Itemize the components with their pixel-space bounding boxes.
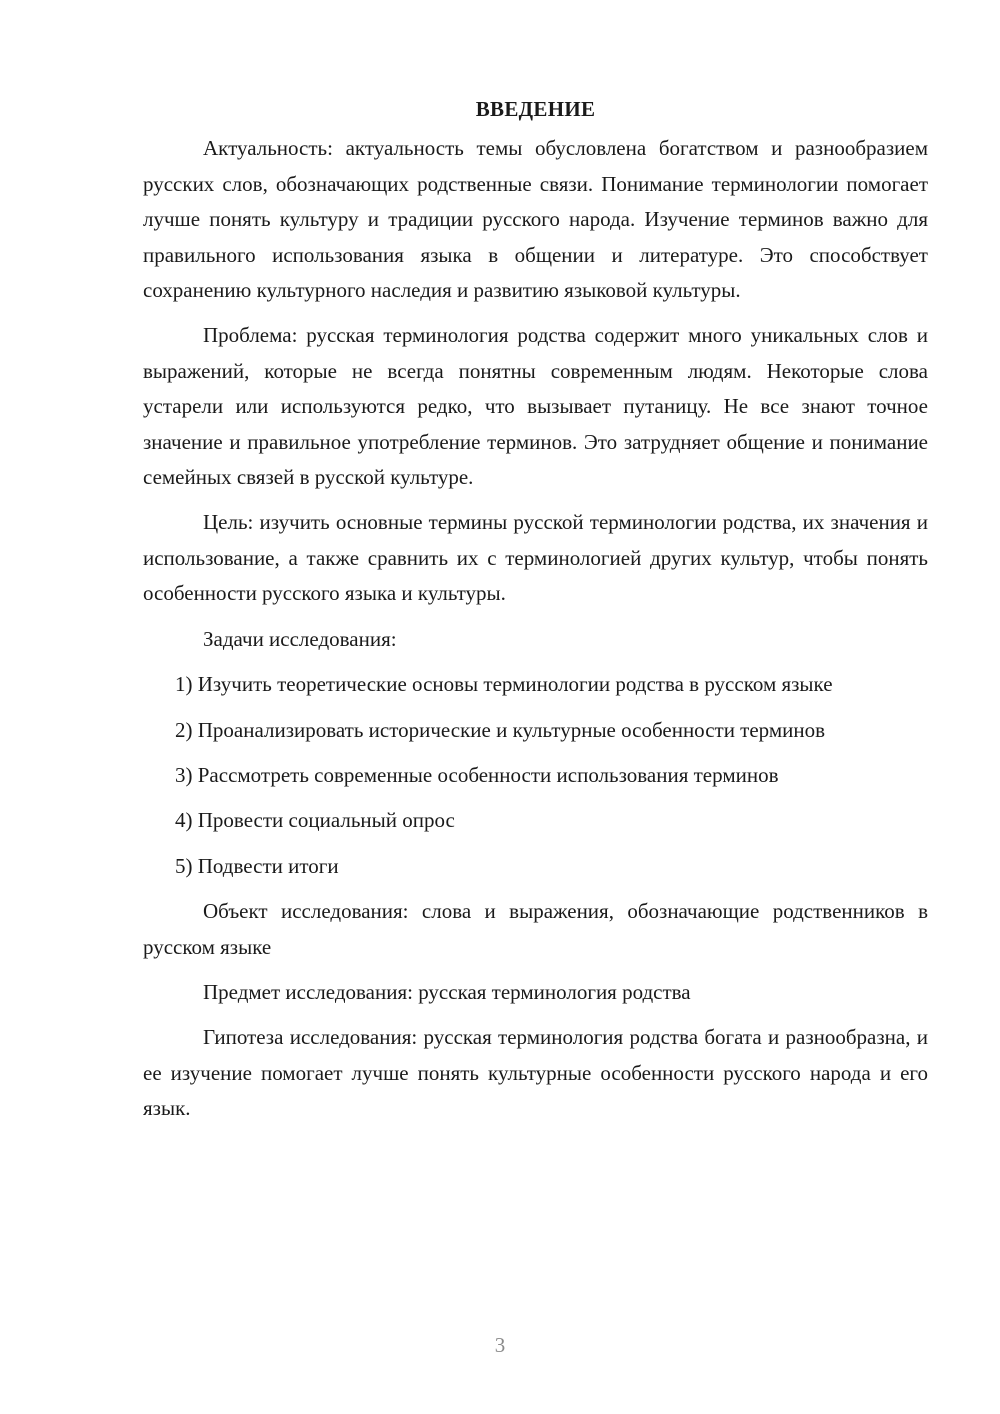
task-item: 3) Рассмотреть современные особенности использования терминов (175, 762, 779, 787)
page-number: 3 (494, 1333, 506, 1357)
problem-paragraph: Проблема: русская терминология родства содержит много уникальных слов и выражений, которые не всегда понятны современным людям. Некоторые слова устарели или используются редко, что вызывает путаницу. Не все знают точное значение и правильное употребление терминов. Это затрудняет общение и понимание семейных связей в русской культуре. (143, 323, 928, 490)
tasks-heading: Задачи исследования: (203, 626, 397, 651)
task-item: 4) Провести социальный опрос (175, 808, 455, 833)
goal-paragraph: Цель: изучить основные термины русской терминологии родства, их значения и использование, а также сравнить их с терминологией других культур, чтобы понять особенности русского языка и культуры. (143, 510, 928, 606)
task-item: 2) Проанализировать исторические и культурные особенности терминов (175, 717, 826, 742)
subject-paragraph: Предмет исследования: русская терминология родства (203, 979, 691, 1004)
task-item: 1) Изучить теоретические основы терминологии родства в русском языке (175, 672, 833, 697)
hypothesis-paragraph: Гипотеза исследования: русская терминология родства богата и разнообразна, и ее изучение помогает лучше понять культурные особенности русского народа и его язык. (143, 1025, 928, 1121)
document-page (143, 92, 928, 1137)
task-item: 5) Подвести итоги (175, 853, 339, 878)
section-title: ВВЕДЕНИЕ (475, 97, 596, 121)
object-paragraph: Объект исследования: слова и выражения, обозначающие родственников в русском языке (143, 899, 928, 959)
relevance-paragraph: Актуальность: актуальность темы обусловлена богатством и разнообразием русских слов, обозначающих родственные связи. Понимание терминологии помогает лучше понять культуру и традиции русского народа. Изучение терминов важно для правильного использования языка в общении и литературе. Это способствует сохранению культурного наследия и развитию языковой культуры. (143, 136, 928, 303)
